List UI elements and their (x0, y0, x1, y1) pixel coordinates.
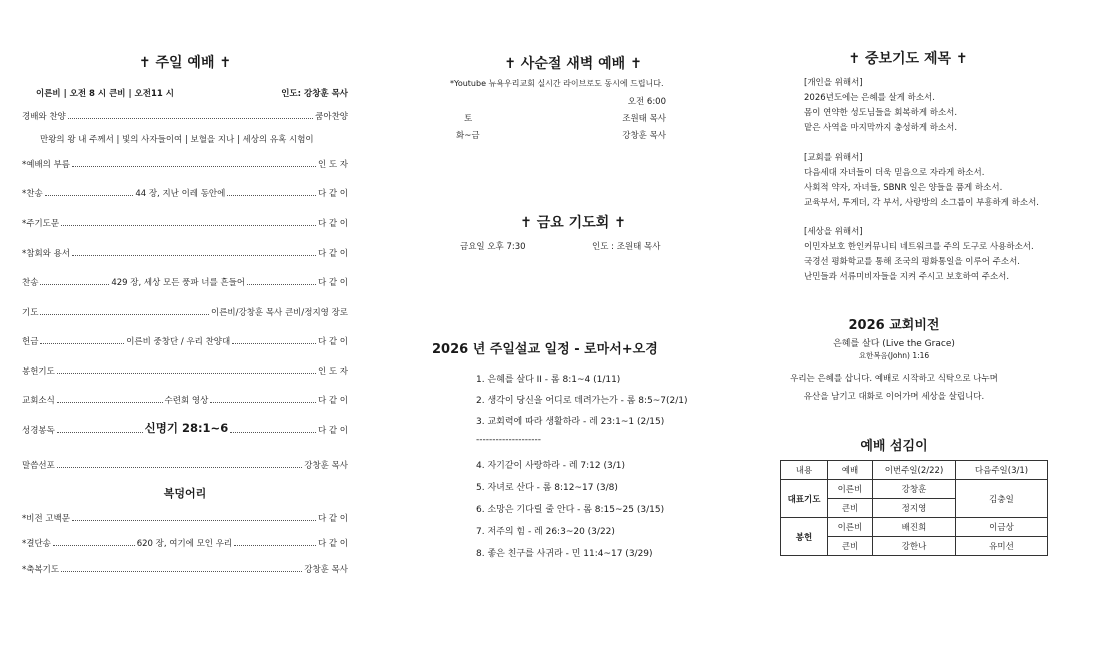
intercession-column (780, 0, 1080, 668)
order-item-leader: 다 같 이 (317, 426, 349, 436)
order-item-leader: 다 같 이 (317, 337, 349, 347)
order-item-label: 말씀선포 (22, 461, 55, 471)
prayer-group-heading: [개인을 위해서] (804, 78, 863, 88)
worship-title: ✝ 주일 예배 ✝ (138, 55, 232, 71)
order-item-leader: 인 도 자 (317, 160, 348, 170)
list-item: 5. 자녀로 산다 - 롬 8:12~17 (3/8) (476, 483, 618, 493)
prayer-item: 2026년도에는 은혜를 살게 하소서. (804, 93, 935, 103)
prayer-item: 사회적 약자, 자녀들, SBNR 일은 양들을 품게 하소서. (804, 183, 1003, 193)
order-row (22, 533, 348, 549)
prayer-group-heading: [교회를 위해서] (804, 153, 863, 163)
order-item-leader: 다 같 이 (317, 396, 349, 406)
order-row (22, 508, 348, 524)
prayer-item: 교육부서, 투게더, 각 부서, 사랑방의 소그룹이 부흥하게 하소서. (804, 198, 1039, 208)
prayer-item: 국경선 평화학교를 통해 조국의 평화통일을 이루어 주소서. (804, 257, 1020, 267)
list-item: 1. 은혜를 살다 II - 롬 8:1~4 (1/11) (476, 375, 621, 385)
order-item-leader: 다 같 이 (317, 219, 348, 229)
vision-line-2: 유산을 남기고 대화로 이어가며 세상을 살립니다. (803, 392, 985, 402)
dawn-service-title: ✝ 사순절 새벽 예배 ✝ (504, 56, 642, 72)
order-item-label: 찬송 (22, 278, 39, 288)
dawn-prayer-column (432, 0, 700, 668)
order-item-leader: 강창훈 목사 (304, 565, 348, 575)
table-header-row: 내용 예배 이번주일(2/22) 다음주일(3/1) (781, 461, 1048, 480)
order-item-leader: 이른비/강창훈 목사 큰비/정지영 장로 (211, 308, 348, 318)
order-item-label: *예배의 부름 (22, 160, 71, 170)
order-item-detail: 44 장, 지난 이레 동안에 (135, 189, 226, 199)
order-item-leader: 다 같 이 (317, 278, 348, 288)
intercession-title: ✝ 중보기도 제목 ✝ (848, 51, 968, 67)
order-item-label: *결단송 (22, 539, 51, 549)
table-row: 큰비 강한나 유미선 (781, 537, 1048, 556)
order-item-detail: 620 장, 여기에 모인 우리 (136, 539, 233, 549)
order-item-label: *축복기도 (22, 565, 60, 575)
list-item: -------------------- (476, 435, 541, 445)
prayer-group-heading: [세상을 위해서] (804, 227, 863, 237)
table-row: 봉헌 이른비 배진희 이금상 (781, 518, 1048, 537)
order-item-label: 교회소식 (22, 396, 55, 406)
order-row (22, 331, 348, 347)
order-item-label: 성경봉독 (22, 426, 55, 436)
order-item-label: 봉헌기도 (22, 367, 55, 377)
order-row (22, 243, 348, 259)
servers-title: 예배 섬김이 (860, 439, 928, 454)
prayer-item: 맡은 사역을 마지막까지 충성하게 하소서. (804, 123, 958, 133)
dawn-day-sat: 토 (464, 114, 473, 124)
order-item-label: *찬송 (22, 189, 43, 199)
order-item-label: *주기도문 (22, 219, 60, 229)
order-item-leader: 인 도 자 (317, 367, 348, 377)
order-row (22, 213, 348, 229)
dawn-leader-sat: 조원태 목사 (622, 114, 666, 124)
order-item-detail: 수련회 영상 (164, 396, 209, 406)
order-row-opening: 경배와 찬양 쿰아찬양 (22, 112, 348, 122)
service-times: 이른비 | 오전 8 시 큰비 | 오전11 시 (36, 89, 174, 99)
table-row: 대표기도 이른비 강창훈 김충일 (781, 480, 1048, 499)
order-row (22, 183, 348, 199)
prayer-item: 몸이 연약한 성도님들을 회복하게 하소서. (804, 108, 958, 118)
prayer-item: 다음세대 자녀들이 더욱 믿음으로 자라게 하소서. (804, 168, 985, 178)
sermon-schedule-title: 2026 년 주일설교 일정 - 로마서+오경 (432, 342, 658, 357)
dawn-leader-weekday: 강창훈 목사 (622, 131, 666, 141)
order-item-label: 기도 (22, 308, 39, 318)
order-item-leader: 다 같 이 (317, 514, 348, 524)
order-row (22, 420, 348, 436)
list-item: 8. 좋은 친구를 사귀라 - 민 11:4~17 (3/29) (476, 549, 653, 559)
list-item: 6. 소망은 기다릴 줄 안다 - 롬 8:15~25 (3/15) (476, 505, 665, 515)
order-row (22, 302, 348, 318)
order-item-detail: 429 장, 세상 모든 풍파 너를 흔들어 (111, 278, 246, 288)
order-item-label: *참회와 용서 (22, 249, 71, 259)
order-row (22, 559, 348, 575)
order-item-detail: 이른비 중창단 / 우리 찬양대 (126, 337, 231, 347)
friday-leader: 인도 : 조원태 목사 (592, 242, 661, 252)
youtube-note: *Youtube 뉴욕우리교회 실시간 라이브로도 동시에 드립니다. (450, 79, 664, 88)
list-item: 7. 저주의 힘 - 레 26:3~20 (3/22) (476, 527, 615, 537)
blessing-title: 복덩어리 (163, 487, 207, 500)
praise-songs-line: 만왕의 왕 내 주께서 | 빛의 사자들이여 | 보혈을 지나 | 세상의 유혹 시험이 (40, 135, 314, 145)
table-row: 큰비 정지영 (781, 499, 1048, 518)
prayer-item: 난민들과 서류미비자들을 지켜 주시고 보호하여 주소서. (804, 272, 1010, 282)
friday-prayer-title: ✝ 금요 기도회 ✝ (520, 215, 626, 231)
vision-reference: 요한복음(John) 1:16 (858, 351, 930, 360)
order-item-label: *비전 고백문 (22, 514, 71, 524)
worship-order-column (22, 0, 348, 668)
order-row (22, 154, 348, 170)
order-row (22, 361, 348, 377)
servers-table (780, 460, 1048, 556)
order-item-leader: 다 같 이 (317, 189, 348, 199)
order-item-leader: 강창훈 목사 (304, 461, 348, 471)
order-row (22, 272, 348, 288)
list-item: 3. 교회력에 따라 생활하라 - 레 23:1~1 (2/15) (476, 417, 665, 427)
order-row (22, 390, 348, 406)
order-item-label: 헌금 (22, 337, 39, 347)
order-item-leader: 다 같 이 (317, 249, 348, 259)
dawn-time: 오전 6:00 (627, 97, 666, 107)
prayer-item: 이민자보호 한인커뮤니티 네트워크를 주의 도구로 사용하소서. (804, 242, 1034, 252)
friday-time: 금요일 오후 7:30 (460, 242, 526, 252)
order-item-detail: 신명기 28:1~6 (144, 421, 229, 435)
vision-line-1: 우리는 은혜를 삽니다. 예배로 시작하고 식탁으로 나누며 (790, 374, 998, 384)
vision-title: 2026 교회비전 (848, 318, 940, 333)
vision-motto: 은혜를 살다 (Live the Grace) (833, 339, 955, 349)
order-item-leader: 다 같 이 (317, 539, 348, 549)
dawn-day-weekday: 화~금 (456, 131, 480, 141)
worship-leader: 인도: 강창훈 목사 (281, 89, 348, 99)
order-row (22, 455, 348, 471)
list-item: 4. 자기같이 사랑하라 - 레 7:12 (3/1) (476, 461, 625, 471)
list-item: 2. 생각이 당신을 어디로 데려가는가 - 롬 8:5~7(2/1) (476, 396, 688, 406)
